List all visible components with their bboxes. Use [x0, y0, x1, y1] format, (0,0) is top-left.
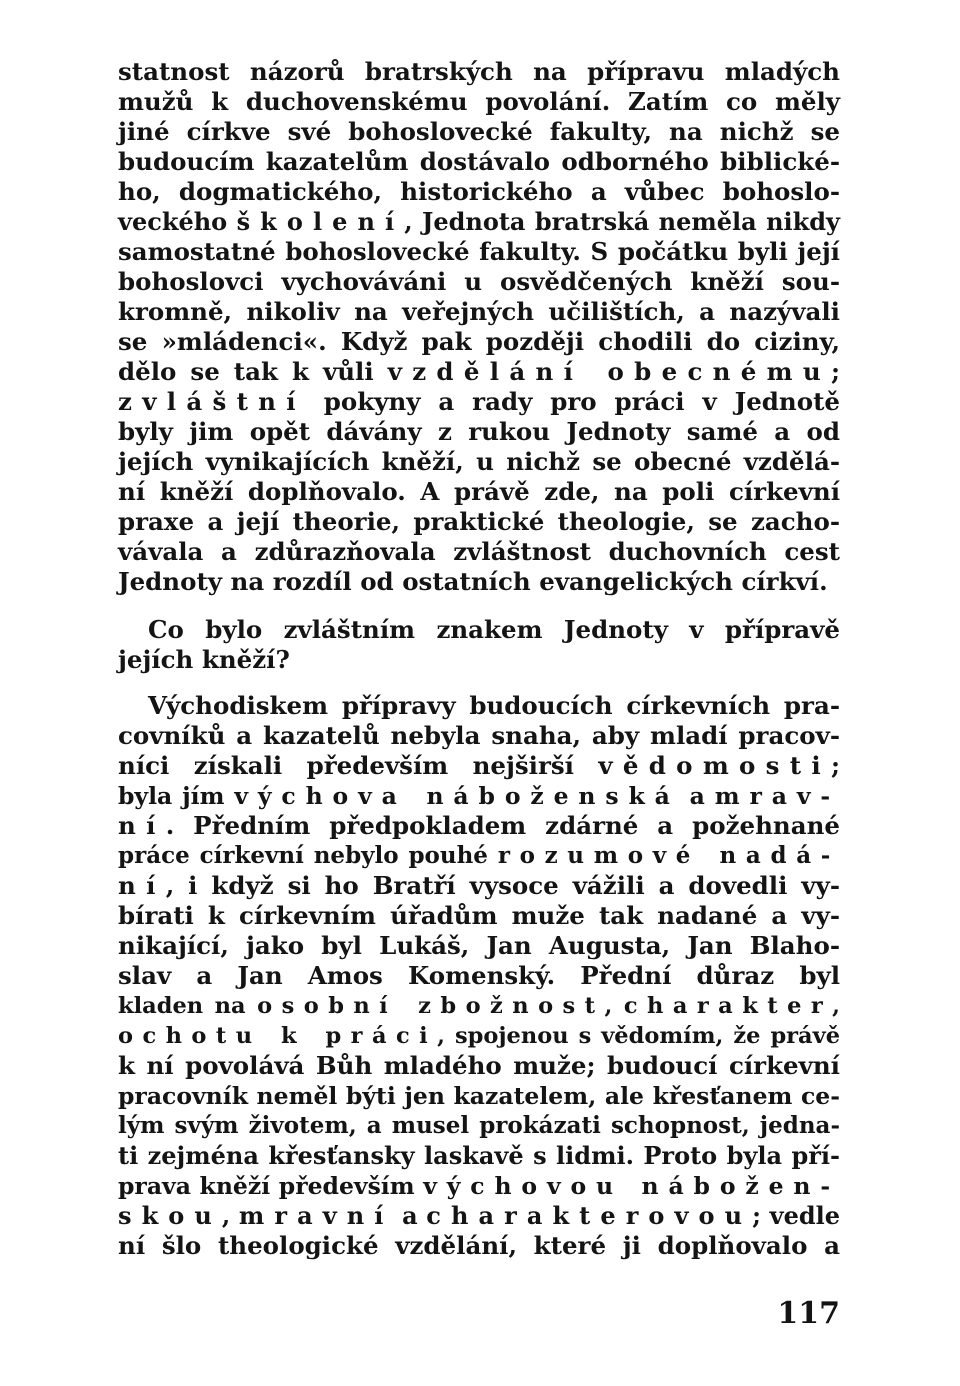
text-line: ti zejména křesťansky laskavě s lidmi. Proto byla pří-: [118, 1141, 840, 1170]
text-line: statnost názorů bratrských na přípravu mladých: [118, 57, 840, 86]
spaced-emphasis: osobní zbožnost: [257, 993, 605, 1019]
spaced-emphasis: charakterovou: [426, 1201, 753, 1230]
text-line: ní šlo theologické vzdělání, které ji doplňovalo a: [118, 1231, 840, 1260]
text-run: dělo se tak k vůli: [118, 357, 374, 386]
text-line: pracovník neměl býti jen kazatelem, ale křesťanem ce-: [118, 1082, 840, 1110]
text-line: slav a Jan Amos Komenský. Přední důraz byl: [118, 961, 840, 990]
question-line: jejích kněží?: [118, 645, 290, 674]
text-line: bohoslovci vychováváni u osvědčených kněží sou-: [118, 267, 840, 296]
text-run: , Jednota bratrská neměla nikdy: [404, 207, 840, 236]
text-line: ní kněží doplňovalo. A právě zde, na poli církevní: [118, 477, 840, 506]
spaced-emphasis: vědomosti: [598, 751, 831, 780]
text-run: ;: [830, 751, 840, 780]
text-run: ;: [830, 357, 840, 386]
text-run: a: [402, 1201, 418, 1230]
spaced-emphasis: výchovou nábožen-: [423, 1172, 840, 1200]
text-line: jejích vynikajících kněží, u nichž se obecné vzdělá-: [118, 447, 840, 476]
text-line: kromně, nikoliv na veřejných učilištích, a nazývali: [118, 297, 840, 326]
text-run: ,: [221, 1201, 231, 1230]
text-line: budoucím kazatelům dostávalo odborného biblické-: [118, 147, 840, 176]
spaced-emphasis: ní: [118, 871, 166, 900]
text-line: jiné církve své bohoslovecké fakulty, na nichž se: [118, 117, 840, 146]
text-run: byla jím: [118, 782, 225, 810]
text-line: praxe a její theorie, praktické theologie, se zacho-: [118, 507, 840, 536]
spaced-emphasis: rozumové nadá-: [497, 842, 840, 869]
text-line: byly jim opět dávány z rukou Jednoty samé a od: [118, 417, 840, 446]
text-line: Jednoty na rozdíl od ostatních evangelických církví.: [118, 567, 828, 596]
spaced-emphasis: zvláštní: [118, 387, 306, 416]
text-line: se »mládenci«. Když pak později chodili do ciziny,: [118, 327, 840, 356]
text-line: lým svým životem, a musel prokázati schopnost, jedna-: [118, 1112, 840, 1139]
spaced-emphasis: mrav-: [714, 782, 840, 810]
text-line: samostatné bohoslovecké fakulty. S počátku byli její: [118, 237, 840, 266]
text-line: k ní povolává Bůh mladého muže; budoucí církevní: [118, 1051, 840, 1080]
text-line: vávala a zdůrazňovala zvláštnost duchovních cest: [118, 537, 840, 566]
spaced-emphasis: školení: [236, 207, 405, 236]
text-run: ,: [604, 993, 613, 1019]
text-run: kladen na: [118, 993, 246, 1019]
question-line: Co bylo zvláštním znakem Jednoty v přípravě: [148, 615, 840, 644]
text-run: níci získali především nejširší: [118, 751, 574, 780]
text-line: bírati k církevním úřadům muže tak nadané a vy-: [118, 901, 840, 930]
text-run: práce církevní nebylo pouhé: [118, 842, 488, 869]
text-run: , i když si ho Bratří vysoce vážili a dovedli vy-: [165, 871, 840, 900]
spaced-emphasis: charakter: [623, 993, 833, 1019]
text-line: mužů k duchovenskému povolání. Zatím co měly: [118, 87, 840, 116]
spaced-emphasis: výchova náboženská: [234, 782, 680, 810]
spaced-emphasis: ochotu k práci: [118, 1023, 438, 1049]
text-line: covníků a kazatelů nebyla snaha, aby mladí pracov-: [118, 721, 840, 750]
text-run: , spojenou s vědomím, že právě: [437, 1023, 841, 1049]
spaced-emphasis: vzdělání obecnému: [387, 357, 831, 386]
spaced-emphasis: mravní: [238, 1201, 394, 1230]
text-run: . Předním předpokladem zdárné a požehnané: [165, 811, 840, 840]
page-number: 117: [777, 1296, 840, 1331]
text-run: prava kněží především: [118, 1172, 415, 1200]
text-line: ho, dogmatického, historického a vůbec bohoslo-: [118, 177, 840, 206]
text-run: ,: [832, 993, 840, 1019]
text-run: vedle: [769, 1201, 841, 1230]
spaced-emphasis: ní: [118, 811, 166, 840]
text-line: nikající, jako byl Lukáš, Jan Augusta, Jan Blaho-: [118, 931, 840, 960]
text-line: Východiskem přípravy budoucích církevních pra-: [148, 691, 840, 720]
text-run: veckého: [118, 207, 228, 236]
spaced-emphasis: skou: [118, 1201, 222, 1230]
text-run: a: [689, 782, 705, 810]
text-run: ;: [752, 1201, 762, 1230]
text-run: pokyny a rady pro práci v Jednotě: [323, 387, 840, 416]
